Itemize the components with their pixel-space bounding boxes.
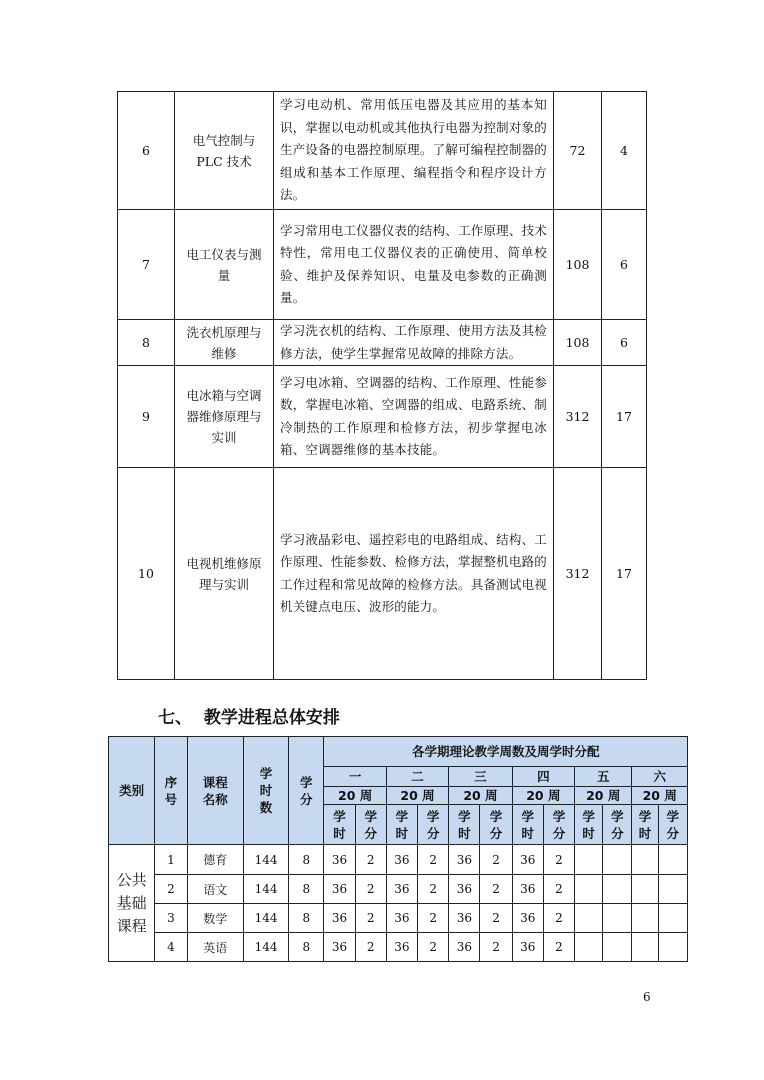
schedule-credits: 8 [289, 904, 324, 933]
semester-cell: 36 [449, 933, 480, 962]
header-semester: 二 [386, 767, 448, 787]
schedule-course-name: 德育 [187, 845, 243, 875]
semester-cell [658, 845, 687, 875]
page-number: 6 [643, 990, 651, 1004]
semester-cell: 2 [418, 875, 449, 904]
course-name: 电冰箱与空调 器维修原理与 实训 [175, 366, 274, 468]
course-number: 9 [118, 366, 175, 468]
schedule-credits: 8 [289, 933, 324, 962]
course-name: 电气控制与 PLC 技术 [175, 92, 274, 210]
course-description: 学习电冰箱、空调器的结构、工作原理、性能参数，掌握电冰箱、空调器的组成、电路系统、制冷制热的工作原理和检修方法，初步掌握电冰箱、空调器维修的基本技能。 [274, 366, 554, 468]
header-weeks: 20 周 [575, 787, 632, 805]
course-credits: 4 [602, 92, 647, 210]
header-seq: 序 号 [155, 737, 187, 845]
semester-cell: 36 [324, 845, 355, 875]
course-number: 7 [118, 210, 175, 320]
semester-cell: 36 [512, 845, 543, 875]
section-heading: 七、 教学进程总体安排 [158, 708, 340, 728]
semester-cell: 36 [324, 904, 355, 933]
header-weeks: 20 周 [512, 787, 574, 805]
course-hours: 312 [554, 468, 602, 680]
course-name: 洗衣机原理与 维修 [175, 320, 274, 366]
schedule-seq: 1 [155, 845, 187, 875]
semester-cell: 36 [324, 875, 355, 904]
semester-cell: 2 [543, 904, 574, 933]
header-sub-credits: 学 分 [418, 805, 449, 845]
schedule-row [109, 933, 688, 962]
semester-cell: 36 [512, 933, 543, 962]
header-credits: 学 分 [289, 737, 324, 845]
header-sub-credits: 学 分 [543, 805, 574, 845]
header-sub-hours: 学 时 [324, 805, 355, 845]
semester-cell [575, 933, 603, 962]
semester-cell: 2 [355, 933, 386, 962]
header-sub-credits: 学 分 [658, 805, 687, 845]
semester-cell [632, 875, 658, 904]
header-semester: 三 [449, 767, 512, 787]
course-credits: 6 [602, 210, 647, 320]
header-semester: 一 [324, 767, 386, 787]
semester-cell: 36 [449, 904, 480, 933]
semester-cell: 36 [386, 904, 417, 933]
schedule-hours: 144 [243, 933, 288, 962]
semester-cell: 2 [418, 904, 449, 933]
header-sub-credits: 学 分 [355, 805, 386, 845]
header-sub-hours: 学 时 [575, 805, 603, 845]
semester-cell: 36 [386, 933, 417, 962]
semester-cell: 36 [386, 845, 417, 875]
semester-cell: 2 [480, 875, 512, 904]
schedule-seq: 4 [155, 933, 187, 962]
schedule-credits: 8 [289, 875, 324, 904]
semester-cell: 2 [480, 904, 512, 933]
course-name: 电工仪表与测 量 [175, 210, 274, 320]
course-number: 6 [118, 92, 175, 210]
header-category: 类别 [109, 737, 155, 845]
course-hours: 312 [554, 366, 602, 468]
semester-cell [603, 933, 632, 962]
semester-cell [603, 875, 632, 904]
schedule-hours: 144 [243, 875, 288, 904]
header-sub-credits: 学 分 [480, 805, 512, 845]
semester-cell [658, 933, 687, 962]
course-credits: 6 [602, 320, 647, 366]
header-semester: 四 [512, 767, 574, 787]
semester-cell [603, 845, 632, 875]
semester-cell: 2 [418, 845, 449, 875]
semester-cell [658, 875, 687, 904]
semester-cell: 2 [543, 845, 574, 875]
semester-cell: 2 [480, 845, 512, 875]
schedule-table [108, 736, 688, 962]
header-distribution: 各学期理论教学周数及周学时分配 [324, 737, 688, 767]
course-description: 学习洗衣机的结构、工作原理、使用方法及其检修方法，使学生掌握常见故障的排除方法。 [274, 320, 554, 366]
course-credits: 17 [602, 366, 647, 468]
semester-cell: 2 [543, 875, 574, 904]
course-hours: 108 [554, 320, 602, 366]
header-weeks: 20 周 [449, 787, 512, 805]
semester-cell [575, 875, 603, 904]
header-course-name: 课程 名称 [187, 737, 243, 845]
header-semester: 六 [632, 767, 688, 787]
course-hours: 108 [554, 210, 602, 320]
course-hours: 72 [554, 92, 602, 210]
schedule-row [109, 904, 688, 933]
semester-cell: 36 [512, 904, 543, 933]
header-semester: 五 [575, 767, 632, 787]
semester-cell: 36 [512, 875, 543, 904]
semester-cell [575, 845, 603, 875]
semester-cell: 36 [449, 875, 480, 904]
semester-cell [632, 904, 658, 933]
course-number: 8 [118, 320, 175, 366]
course-row [118, 468, 647, 680]
semester-cell [632, 845, 658, 875]
semester-cell: 2 [355, 875, 386, 904]
category-label: 公共 基础 课程 [109, 845, 155, 962]
header-sub-hours: 学 时 [632, 805, 658, 845]
header-sub-hours: 学 时 [386, 805, 417, 845]
schedule-hours: 144 [243, 904, 288, 933]
header-sub-hours: 学 时 [449, 805, 480, 845]
semester-cell: 2 [480, 933, 512, 962]
schedule-course-name: 数学 [187, 904, 243, 933]
schedule-course-name: 英语 [187, 933, 243, 962]
semester-cell: 36 [449, 845, 480, 875]
semester-cell: 2 [543, 933, 574, 962]
course-description: 学习常用电工仪器仪表的结构、工作原理、技术特性，常用电工仪器仪表的正确使用、简单校验、维护及保养知识、电量及电参数的正确测量。 [274, 210, 554, 320]
course-row [118, 320, 647, 366]
schedule-row [109, 875, 688, 904]
course-description: 学习电动机、常用低压电器及其应用的基本知识，掌握以电动机或其他执行电器为控制对象的生产设备的电器控制原理。了解可编程控制器的组成和基本工作原理、编程指令和程序设计方法。 [274, 92, 554, 210]
semester-cell: 2 [355, 845, 386, 875]
course-number: 10 [118, 468, 175, 680]
schedule-course-name: 语文 [187, 875, 243, 904]
semester-cell [658, 904, 687, 933]
schedule-row [109, 845, 688, 875]
semester-cell [603, 904, 632, 933]
course-name: 电视机维修原 理与实训 [175, 468, 274, 680]
course-row [118, 92, 647, 210]
semester-cell [632, 933, 658, 962]
header-sub-hours: 学 时 [512, 805, 543, 845]
semester-cell: 36 [324, 933, 355, 962]
header-weeks: 20 周 [632, 787, 688, 805]
course-row [118, 210, 647, 320]
course-credits: 17 [602, 468, 647, 680]
schedule-seq: 2 [155, 875, 187, 904]
schedule-hours: 144 [243, 845, 288, 875]
semester-cell: 2 [418, 933, 449, 962]
course-row [118, 366, 647, 468]
header-sub-credits: 学 分 [603, 805, 632, 845]
semester-cell [575, 904, 603, 933]
header-weeks: 20 周 [324, 787, 386, 805]
header-hours: 学 时 数 [243, 737, 288, 845]
schedule-seq: 3 [155, 904, 187, 933]
schedule-credits: 8 [289, 845, 324, 875]
course-description-table [117, 91, 647, 680]
semester-cell: 2 [355, 904, 386, 933]
header-weeks: 20 周 [386, 787, 448, 805]
semester-cell: 36 [386, 875, 417, 904]
course-description: 学习液晶彩电、遥控彩电的电路组成、结构、工作原理、性能参数、检修方法，掌握整机电路的工作过程和常见故障的检修方法。具备测试电视机关键点电压、波形的能力。 [274, 468, 554, 680]
